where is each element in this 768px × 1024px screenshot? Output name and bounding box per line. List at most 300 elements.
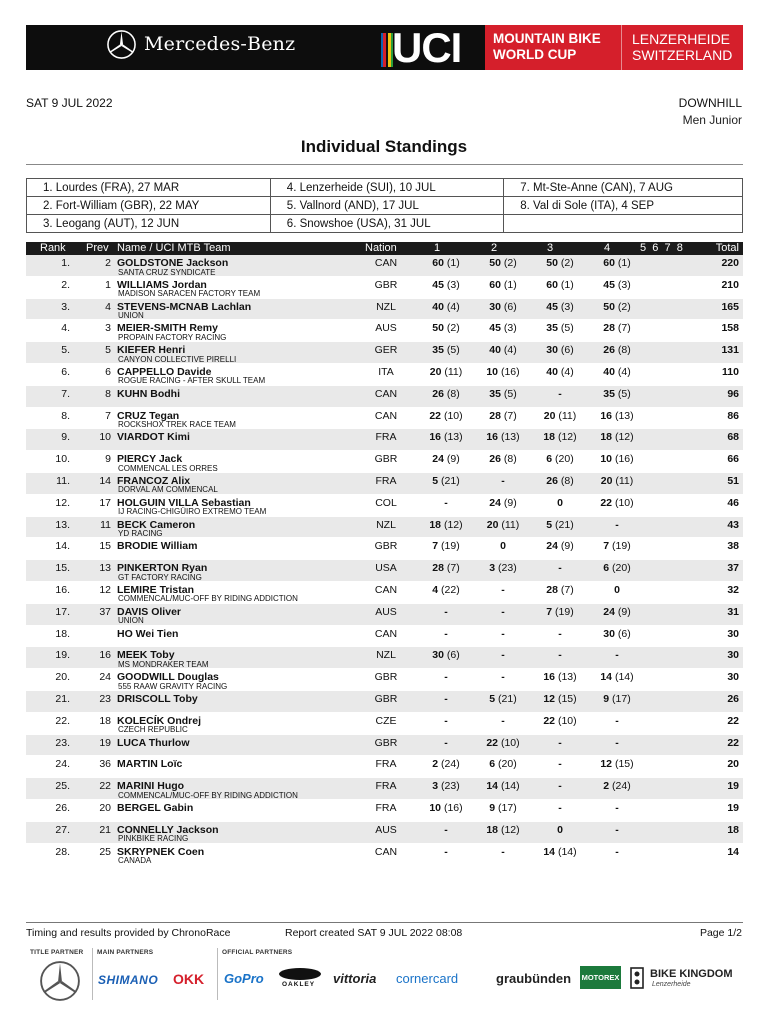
round-points: 0	[614, 583, 620, 596]
table-row	[26, 408, 743, 430]
round-points: -	[615, 518, 619, 531]
round-position: (22)	[441, 583, 460, 596]
round-4-result	[587, 322, 647, 334]
round-3-result	[530, 497, 590, 509]
nation-cell: FRA	[375, 758, 397, 771]
round-1-result	[416, 671, 476, 683]
rider-name: LEMIRE Tristan	[117, 583, 195, 596]
rank-cell: 10.	[55, 453, 70, 466]
round-position: (16)	[614, 453, 634, 466]
round-points: -	[501, 474, 505, 487]
round-points: 40	[603, 365, 615, 378]
rider-name: DRISCOLL Toby	[117, 692, 198, 705]
round-1-result	[416, 846, 476, 858]
table-row	[26, 277, 743, 299]
round-2-result	[473, 301, 533, 313]
total-points: 20	[727, 758, 739, 771]
table-row	[26, 713, 743, 735]
round-4-result	[587, 802, 647, 814]
round-4-result	[587, 584, 647, 596]
round-2-result	[473, 344, 533, 356]
prev-rank-cell: 10	[99, 431, 111, 444]
round-points: 40	[489, 344, 501, 357]
total-points: 68	[727, 431, 739, 444]
round-position: (23)	[441, 780, 460, 793]
round-points: -	[615, 714, 619, 727]
prev-rank-cell: 6	[105, 365, 111, 378]
round-4-result	[587, 388, 647, 400]
round-3-result	[530, 322, 590, 334]
standings-header	[26, 242, 743, 255]
round-points: -	[558, 562, 562, 575]
round-position: (4)	[560, 365, 574, 378]
round-points: 60	[603, 257, 615, 269]
round-3-result	[530, 846, 590, 858]
nation-cell: NZL	[376, 300, 396, 313]
round-position: (19)	[555, 605, 574, 618]
team-name: COMMENCAL/MUC-OFF BY RIDING ADDICTION	[118, 790, 298, 800]
round-3-result	[530, 410, 590, 422]
round-2-result	[473, 628, 533, 640]
rider-name: BECK Cameron	[117, 518, 196, 531]
location-line-2: SWITZERLAND	[632, 47, 733, 63]
prev-rank-cell: 19	[99, 736, 111, 749]
total-points: 86	[727, 409, 739, 422]
team-name: ROCKSHOX TREK RACE TEAM	[118, 420, 236, 430]
round-position: (5)	[446, 344, 460, 357]
table-row	[26, 756, 743, 778]
round-points: -	[444, 627, 448, 640]
round-points: -	[558, 801, 562, 814]
round-2-result	[473, 758, 533, 770]
partner-divider	[217, 948, 218, 1000]
nation-cell: CAN	[374, 257, 398, 269]
round-points: 2	[432, 758, 439, 771]
round-points: 6	[603, 562, 610, 575]
round-position: (13)	[557, 671, 577, 684]
round-position: (7)	[617, 322, 631, 335]
event-cell	[504, 215, 743, 233]
table-row	[26, 517, 743, 539]
prev-rank-cell: 9	[105, 453, 111, 466]
round-4-result	[587, 540, 647, 552]
round-2-result	[473, 562, 533, 574]
rider-name: HOLGUIN VILLA Sebastian	[117, 496, 251, 509]
round-1-result	[416, 649, 476, 661]
page-title: Individual Standings	[300, 137, 468, 156]
round-points: -	[444, 823, 448, 836]
round-position: (3)	[446, 278, 460, 291]
series-line-2: WORLD CUP	[493, 47, 577, 62]
round-1-result	[416, 693, 476, 705]
round-points: -	[501, 605, 505, 618]
round-points: 45	[432, 278, 444, 291]
round-position: (3)	[617, 278, 631, 291]
total-points: 18	[727, 823, 739, 836]
oakley-ellipse-icon	[277, 967, 323, 981]
prev-rank-cell: 8	[105, 387, 111, 400]
round-points: 22	[600, 496, 613, 509]
rider-name: KIEFER Henri	[117, 344, 186, 357]
table-row	[26, 669, 743, 691]
total-points: 19	[727, 780, 739, 793]
total-points: 220	[721, 257, 739, 269]
prev-rank-cell: 25	[99, 845, 111, 858]
header-round-1: 1	[434, 242, 441, 254]
location-label	[621, 25, 743, 70]
rank-cell: 16.	[55, 583, 70, 596]
round-points: 20	[486, 518, 499, 531]
table-row	[26, 299, 743, 321]
table-row	[26, 582, 743, 604]
event-cell: 5. Vallnord (AND), 17 JUL	[270, 197, 503, 215]
total-points: 110	[722, 365, 739, 378]
prev-rank-cell: 4	[105, 300, 111, 313]
round-4-result	[587, 649, 647, 661]
round-position: (17)	[498, 801, 517, 814]
round-points: 28	[603, 322, 615, 335]
round-3-result	[530, 824, 590, 836]
round-2-result	[473, 540, 533, 552]
round-2-result	[473, 737, 533, 749]
round-position: (12)	[500, 823, 520, 836]
oakley-logo: OAKLEY	[282, 981, 316, 988]
rank-cell: 8.	[61, 409, 70, 422]
round-1-result	[416, 497, 476, 509]
round-1-result	[416, 584, 476, 596]
round-points: 30	[546, 344, 558, 357]
round-2-result	[473, 649, 533, 661]
header-rounds-5-8: 5 6 7 8	[640, 242, 683, 254]
rider-name: SKRYPNEK Coen	[117, 845, 205, 858]
round-3-result	[530, 758, 590, 770]
round-2-result	[473, 802, 533, 814]
prev-rank-cell: 20	[99, 801, 111, 814]
team-name: GT FACTORY RACING	[118, 572, 202, 582]
nation-cell: CAN	[374, 845, 398, 858]
round-points: -	[558, 387, 562, 400]
table-row	[26, 473, 743, 495]
rider-name: STEVENS-MCNAB Lachlan	[117, 300, 252, 313]
round-position: (1)	[503, 278, 517, 291]
round-points: 50	[489, 257, 501, 269]
prev-rank-cell: 3	[105, 322, 111, 335]
round-points: 14	[600, 671, 613, 684]
rider-name: CRUZ Tegan	[117, 409, 180, 422]
total-points: 96	[727, 387, 739, 400]
round-3-result	[530, 279, 590, 291]
round-position: (6)	[446, 649, 460, 662]
round-position: (17)	[612, 692, 631, 705]
nation-cell: GBR	[374, 692, 398, 705]
nation-cell: USA	[375, 562, 397, 575]
round-2-result	[473, 431, 533, 443]
round-points: 5	[489, 692, 496, 705]
round-3-result	[530, 584, 590, 596]
team-name: COMMENCAL/MUC-OFF BY RIDING ADDICTION	[118, 594, 298, 604]
round-points: 26	[432, 387, 444, 400]
round-position: (20)	[555, 453, 574, 466]
nation-cell: FRA	[375, 780, 397, 793]
round-points: 3	[432, 780, 439, 793]
round-position: (4)	[503, 344, 517, 357]
round-3-result	[530, 671, 590, 683]
header-prev: Prev	[86, 242, 109, 254]
round-2-result	[473, 846, 533, 858]
series-line-1: MOUNTAIN BIKE	[493, 31, 601, 46]
round-3-result	[530, 606, 590, 618]
round-position: (9)	[503, 496, 517, 509]
round-points: -	[501, 583, 505, 596]
rider-name: GOODWILL Douglas	[117, 671, 219, 684]
team-name: CANADA	[118, 856, 152, 866]
nation-cell: GBR	[374, 278, 398, 291]
discipline: DOWNHILL	[678, 96, 742, 110]
round-4-result	[587, 824, 647, 836]
team-name: MS MONDRAKER TEAM	[118, 659, 209, 669]
round-points: 20	[429, 365, 442, 378]
round-position: (13)	[500, 431, 520, 444]
round-position: (13)	[614, 409, 634, 422]
round-3-result	[530, 301, 590, 313]
total-points: 30	[727, 671, 739, 684]
header-round-2: 2	[491, 242, 498, 254]
table-row	[26, 342, 743, 364]
round-2-result	[473, 475, 533, 487]
rank-cell: 24.	[55, 758, 70, 771]
round-4-result	[587, 279, 647, 291]
rank-cell: 22.	[55, 714, 70, 727]
round-points: 50	[432, 322, 444, 335]
round-points: 40	[432, 300, 444, 313]
round-4-result	[587, 715, 647, 727]
round-3-result	[530, 344, 590, 356]
round-points: 30	[603, 627, 615, 640]
round-points: -	[558, 627, 562, 640]
nation-cell: COL	[375, 496, 397, 509]
round-points: 7	[546, 605, 553, 618]
graubuenden-logo: graubünden	[496, 971, 572, 986]
rider-name: KOLECÍK Ondrej	[117, 714, 202, 727]
official-partners-label: OFFICIAL PARTNERS	[222, 949, 293, 956]
round-points: 9	[603, 692, 610, 705]
round-points: 45	[603, 278, 615, 291]
round-2-result	[473, 519, 533, 531]
round-position: (2)	[503, 257, 517, 269]
round-1-result	[416, 431, 476, 443]
round-1-result	[416, 562, 476, 574]
round-points: 16	[429, 431, 442, 444]
round-points: 16	[543, 671, 556, 684]
round-points: 22	[429, 409, 442, 422]
nation-cell: GBR	[374, 453, 398, 466]
total-points: 210	[721, 278, 739, 291]
total-points: 26	[727, 692, 739, 705]
round-points: 28	[546, 583, 558, 596]
round-3-result	[530, 628, 590, 640]
events-table	[26, 178, 743, 233]
round-position: (11)	[501, 518, 520, 531]
table-row	[26, 735, 743, 757]
nation-cell: AUS	[375, 605, 397, 618]
event-cell: 3. Leogang (AUT), 12 JUN	[27, 215, 271, 233]
round-position: (21)	[441, 474, 460, 487]
round-position: (16)	[443, 801, 463, 814]
round-points: 60	[432, 257, 444, 269]
round-points: 4	[432, 583, 439, 596]
nation-cell: FRA	[375, 801, 397, 814]
rider-name: KUHN Bodhi	[117, 387, 180, 400]
round-position: (5)	[560, 322, 574, 335]
rider-name: GOLDSTONE Jackson	[117, 257, 229, 269]
round-points: -	[615, 801, 619, 814]
round-1-result	[416, 344, 476, 356]
gopro-logo: GoPro	[224, 971, 264, 986]
round-points: 0	[500, 540, 506, 553]
round-points: 20	[543, 409, 556, 422]
round-points: 9	[489, 801, 496, 814]
round-points: 26	[489, 453, 501, 466]
round-4-result	[587, 846, 647, 858]
prev-rank-cell: 22	[99, 780, 111, 793]
round-3-result	[530, 453, 590, 465]
main-partners-label: MAIN PARTNERS	[97, 949, 154, 956]
round-1-result	[416, 301, 476, 313]
round-points: 10	[486, 365, 499, 378]
table-row	[26, 647, 743, 669]
round-points: 22	[486, 736, 499, 749]
round-4-result	[587, 475, 647, 487]
round-1-result	[416, 519, 476, 531]
rank-cell: 1.	[61, 257, 70, 269]
rider-name: HO Wei Tien	[117, 627, 179, 640]
event-cell: 8. Val di Sole (ITA), 4 SEP	[504, 197, 743, 215]
rank-cell: 23.	[55, 736, 70, 749]
header-round-3: 3	[547, 242, 554, 254]
round-1-result	[416, 410, 476, 422]
rider-name: BERGEL Gabin	[117, 801, 194, 814]
table-row	[26, 386, 743, 408]
round-4-result	[587, 431, 647, 443]
round-4-result	[587, 301, 647, 313]
round-points: -	[615, 649, 619, 662]
round-points: 18	[600, 431, 613, 444]
total-points: 30	[727, 627, 739, 640]
nation-cell: FRA	[375, 431, 397, 444]
total-points: 19	[727, 801, 739, 814]
prev-rank-cell: 16	[99, 649, 111, 662]
rider-name: MEIER-SMITH Remy	[117, 322, 218, 335]
round-points: 24	[603, 605, 615, 618]
round-position: (7)	[560, 583, 574, 596]
category: Men Junior	[682, 113, 742, 127]
rider-name: BRODIE William	[117, 540, 198, 553]
round-3-result	[530, 737, 590, 749]
round-points: 50	[603, 300, 615, 313]
round-2-result	[473, 497, 533, 509]
table-row	[26, 429, 743, 451]
banner-brand: Mercedes-Benz	[144, 33, 296, 55]
round-position: (10)	[614, 496, 634, 509]
rank-cell: 9.	[61, 431, 70, 444]
round-points: 60	[489, 278, 501, 291]
race-date: SAT 9 JUL 2022	[26, 96, 113, 110]
round-points: 24	[432, 453, 444, 466]
bike-kingdom-icon	[630, 967, 644, 989]
round-1-result	[416, 366, 476, 378]
round-position: (15)	[614, 758, 634, 771]
prev-rank-cell: 21	[99, 823, 111, 836]
table-row	[26, 255, 743, 277]
round-1-result	[416, 715, 476, 727]
round-position: (24)	[612, 780, 631, 793]
table-row	[26, 800, 743, 822]
prev-rank-cell: 18	[99, 714, 111, 727]
header-total: Total	[715, 242, 739, 254]
total-points: 31	[727, 605, 739, 618]
round-position: (19)	[612, 540, 631, 553]
event-cell: 2. Fort-William (GBR), 22 MAY	[27, 197, 271, 215]
round-points: 16	[600, 409, 613, 422]
round-2-result	[473, 824, 533, 836]
team-name: UNION	[118, 311, 144, 321]
round-2-result	[473, 671, 533, 683]
round-points: -	[501, 714, 505, 727]
total-points: 158	[721, 322, 739, 335]
rider-name: MARTIN Loïc	[117, 758, 183, 771]
round-2-result	[473, 693, 533, 705]
round-4-result	[587, 344, 647, 356]
location-line-1: LENZERHEIDE	[632, 31, 731, 47]
round-4-result	[587, 606, 647, 618]
round-points: 40	[546, 365, 558, 378]
round-position: (20)	[498, 758, 517, 771]
round-2-result	[473, 257, 533, 269]
team-name: IJ RACING-CHIGÜIRO EXTREMO TEAM	[118, 507, 267, 517]
round-points: 16	[486, 431, 499, 444]
round-points: 6	[489, 758, 496, 771]
bike-kingdom-sub: Lenzerheide	[652, 981, 691, 988]
rank-cell: 28.	[55, 845, 70, 858]
rank-cell: 13.	[55, 518, 70, 531]
total-points: 30	[727, 649, 739, 662]
round-points: -	[615, 845, 619, 858]
round-points: 2	[603, 780, 610, 793]
nation-cell: GBR	[374, 671, 398, 684]
round-points: -	[558, 780, 562, 793]
round-points: 3	[489, 562, 496, 575]
events-row	[27, 215, 743, 233]
prev-rank-cell: 12	[99, 583, 111, 596]
round-3-result	[530, 562, 590, 574]
team-name: ROGUE RACING - AFTER SKULL TEAM	[118, 376, 266, 386]
round-3-result	[530, 540, 590, 552]
round-position: (12)	[557, 431, 577, 444]
world-cup-label	[485, 25, 621, 70]
round-position: (10)	[443, 409, 463, 422]
round-position: (14)	[500, 780, 520, 793]
events-row	[27, 179, 743, 197]
round-points: -	[615, 736, 619, 749]
round-3-result	[530, 388, 590, 400]
round-4-result	[587, 453, 647, 465]
nation-cell: AUS	[375, 823, 397, 836]
round-3-result	[530, 475, 590, 487]
nation-cell: AUS	[375, 322, 397, 335]
round-points: 30	[432, 649, 444, 662]
team-name: PINKBIKE RACING	[118, 834, 189, 844]
total-points: 165	[721, 300, 739, 313]
